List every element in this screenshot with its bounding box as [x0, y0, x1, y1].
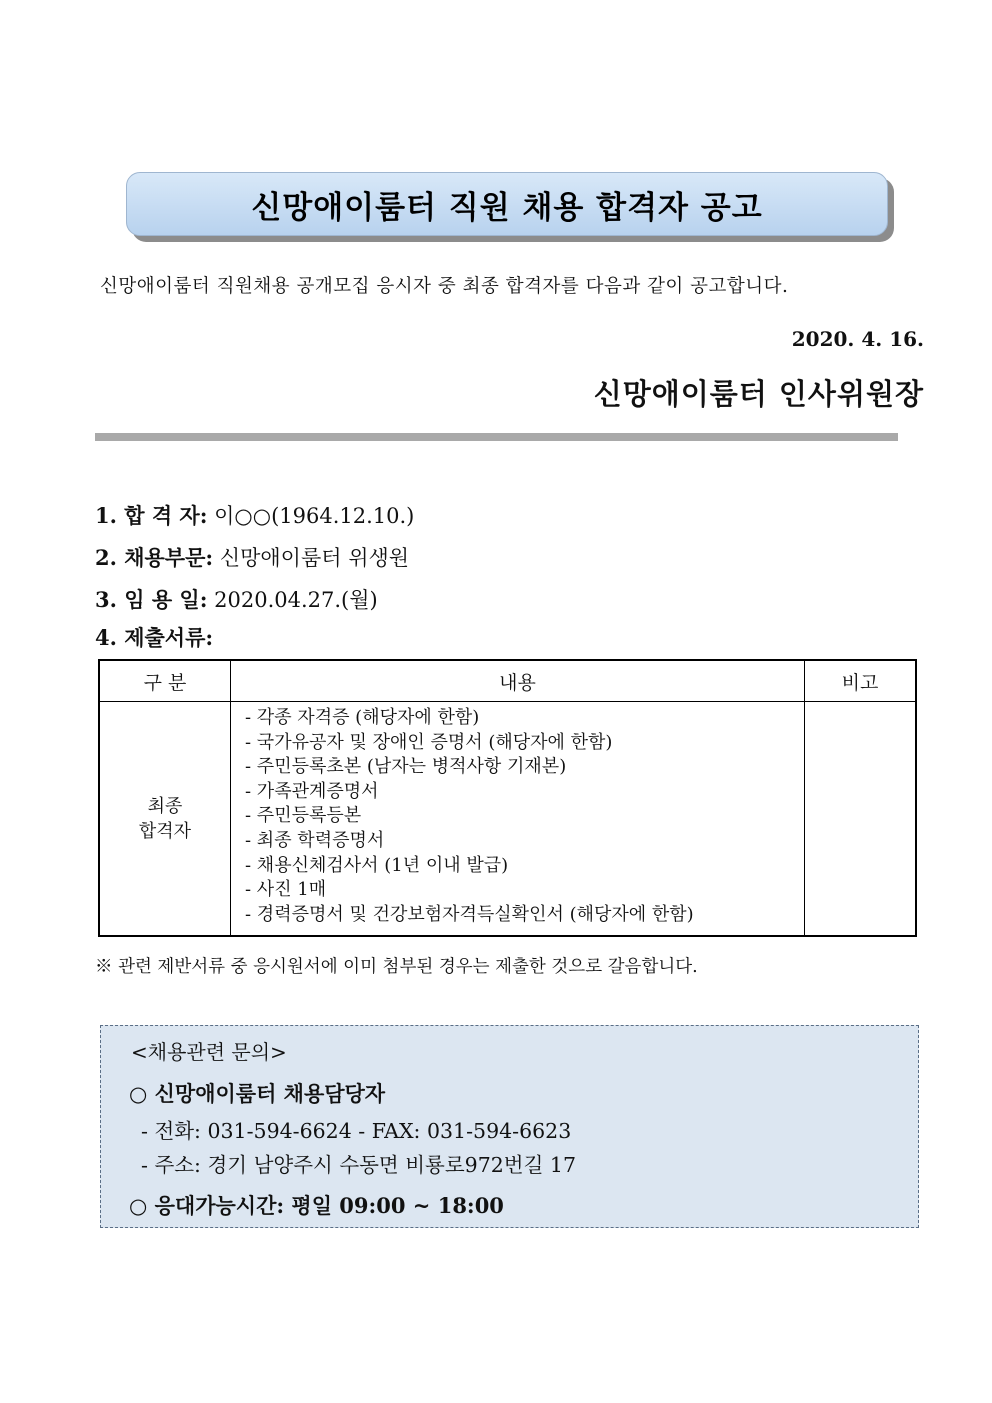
item-department	[95, 542, 409, 572]
list-item: - 채용신체검사서 (1년 이내 발급)	[245, 854, 509, 876]
intro-text: 신망애이룸터 직원채용 공개모집 응시자 중 최종 합격자를 다음과 같이 공고합니다.	[100, 276, 789, 297]
list-item: - 가족관계증명서	[245, 780, 379, 802]
announcement-date: 2020. 4. 16.	[791, 327, 924, 351]
item-value: 2020.04.27.(월)	[207, 588, 378, 612]
item-start-date	[95, 584, 378, 614]
contact-heading: <채용관련 문의>	[131, 1040, 287, 1064]
table-header-row	[99, 660, 916, 702]
category-cell	[99, 702, 231, 937]
header-remark: 비고	[805, 660, 917, 702]
item-label: 4. 제출서류:	[95, 625, 214, 650]
issuer-name: 신망애이룸터 인사위원장	[593, 377, 924, 411]
title-box	[126, 172, 888, 236]
divider	[95, 433, 898, 441]
item-label: 1. 합 격 자:	[95, 503, 208, 528]
item-value: 신망애이룸터 위생원	[213, 546, 410, 570]
item-documents	[95, 622, 213, 652]
category-line: 최종	[147, 795, 183, 817]
contact-person: ○ 신망애이룸터 채용담당자	[129, 1081, 386, 1106]
title-banner	[126, 172, 888, 238]
contact-address: - 주소: 경기 남양주시 수동면 비룡로972번길 17	[141, 1153, 576, 1177]
list-item: - 각종 자격증 (해당자에 한함)	[245, 707, 480, 728]
list-item: - 경력증명서 및 건강보험자격득실확인서 (해당자에 한함)	[245, 903, 694, 925]
contact-hours: ○ 응대가능시간: 평일 09:00 ~ 18:00	[129, 1193, 504, 1218]
item-value: 이○○(1964.12.10.)	[207, 504, 415, 528]
remark-cell	[805, 702, 917, 937]
list-item: - 최종 학력증명서	[245, 829, 385, 851]
list-item: - 국가유공자 및 장애인 증명서 (해당자에 한함)	[245, 731, 613, 753]
page-title: 신망애이룸터 직원 채용 합격자 공고	[251, 189, 763, 226]
contact-box	[100, 1025, 919, 1228]
list-item: - 주민등록등본	[245, 805, 362, 827]
list-item: - 주민등록초본 (남자는 병적사항 기재본)	[245, 756, 567, 778]
category-line: 합격자	[138, 820, 192, 842]
header-category: 구 분	[99, 660, 231, 702]
documents-table	[98, 659, 917, 937]
item-label: 3. 임 용 일:	[95, 587, 208, 612]
item-successful-candidate	[95, 500, 414, 530]
list-item: - 사진 1매	[245, 879, 327, 901]
documents-cell	[231, 702, 805, 937]
contact-phone-fax: - 전화: 031-594-6624 - FAX: 031-594-6623	[141, 1119, 572, 1143]
table-row	[99, 702, 916, 937]
item-label: 2. 채용부문:	[95, 545, 214, 570]
header-content: 내용	[231, 660, 805, 702]
footnote: ※ 관련 제반서류 중 응시원서에 이미 첨부된 경우는 제출한 것으로 갈음합니다.	[95, 957, 698, 977]
